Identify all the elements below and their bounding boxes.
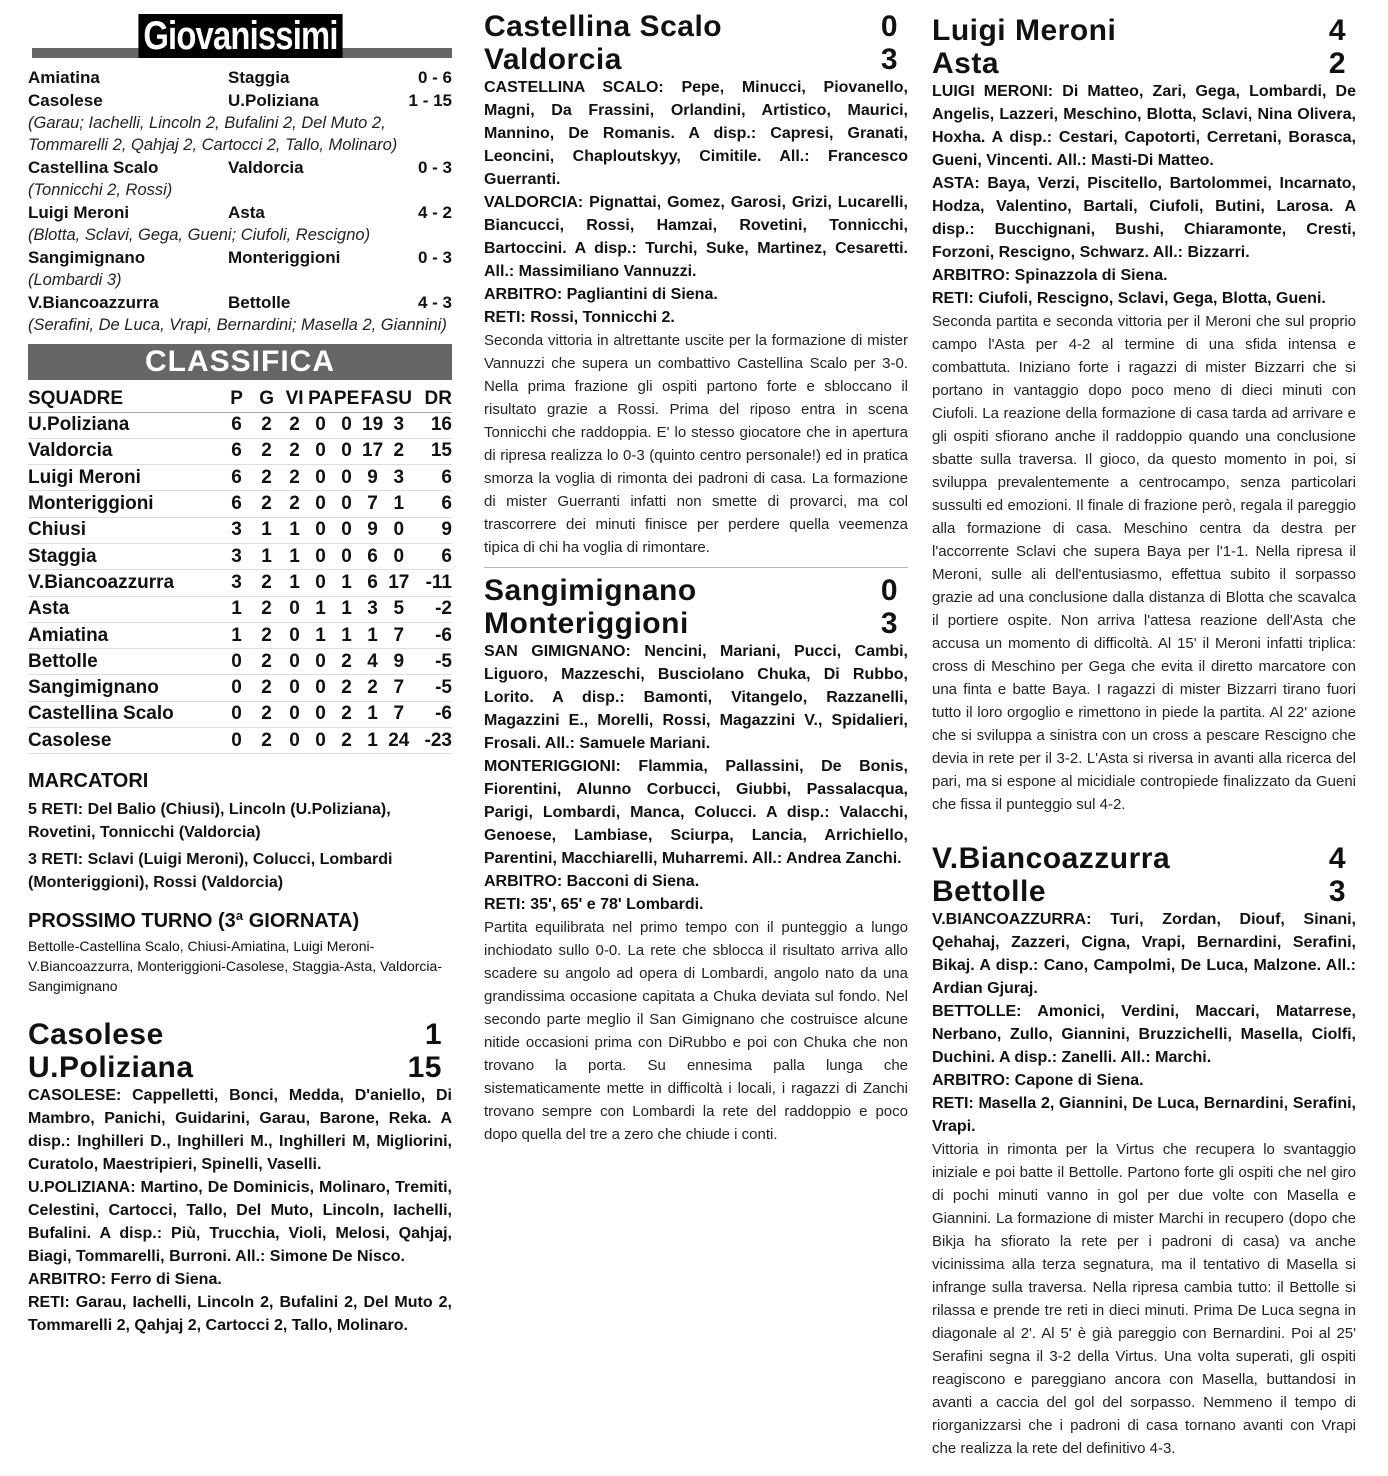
result-row — [28, 201, 452, 224]
result-row — [28, 156, 452, 179]
home-team: Amiatina — [28, 68, 100, 87]
referee: ARBITRO: Spinazzola di Siena. — [932, 267, 1168, 284]
match-report: Seconda vittoria in altrettante uscite per la formazione di mister Vannuzzi che supera un combattivo Castellina Scalo per 3-0. Nella prima frazione gli ospiti partono forte e sbloccano il risultato grazie a Rossi. Prima del riposo entra in scena Tonnicchi che raddoppia. E' lo stesso giocatore che in apertura di ripresa realizza lo 0-3 (quinto centro personale!) ed in pratica smorza la voglia di rimonta dei padroni di casa. La formazione di mister Guerranti infatti non smette di provarci, ma col trascorrere dei minuti finisce per perdere quella veemenza tipica di chi ha voglia di rimontare. — [484, 332, 908, 556]
home-score: 0 — [880, 574, 898, 607]
standings-row — [28, 412, 452, 438]
standings-cell: 1 — [308, 596, 334, 622]
standings-cell: 6 — [412, 491, 452, 517]
match-report: Vittoria in rimonta per la Virtus che recupera lo svantaggio iniziale e poi batte il Bettolle. Partono forte gli ospiti che nel giro di pochi minuti vanno in gol per due volte con Masella e Giannini. La formazione di mister Marchi in recupero (dopo che Bikja ha sfiorato la rete per i padroni di casa) va anche vicinissima alla terza segnatura, ma il tentativo di Masella si infrange sulla traversa. Nella ripresa cambia tutto: il Bettolle si rilassa e prende tre reti in dieci minuti. Prima De Luca segna in diagonale al 2'. Al 5' è già pareggio con Bernardini. Poi al 25' Serafini segna il 3-2 della Virtus. Una volta superati, gli ospiti reagiscono e pareggiano ancora con Masella, buttandosi in avanti a caccia del gol del sorpasso. Nemmeno il tempo di riorganizzarsi che i padroni di casa tornano avanti con Vrapi che realizza la rete del definitivo 4-3. — [932, 1141, 1356, 1457]
standings-cell: 0 — [282, 596, 308, 622]
goals: RETI: Garau, Iachelli, Lincoln 2, Bufalini 2, Del Muto 2, Tommarelli 2, Qahjaj 2, Cartocci 2, Tallo, Molinaro. — [28, 1294, 452, 1335]
referee: ARBITRO: Bacconi di Siena. — [484, 873, 700, 890]
team-name: V.Biancoazzurra — [28, 570, 222, 596]
score: 1 - 15 — [408, 91, 452, 110]
match-meroni — [932, 14, 1356, 816]
lineup-home: LUIGI MERONI: Di Matteo, Zari, Gega, Lombardi, De Angelis, Lazzeri, Meschino, Blotta, Sclavi, Nina Olivera, Hoxha. A disp.: Cestari, Capotorti, Cerretani, Borasca, Gueni, Vincenti. All.: Masti-Di Matteo. — [932, 83, 1356, 169]
standings-cell: 9 — [386, 649, 412, 675]
standings-cell: 3 — [360, 596, 386, 622]
standings-header-cell: SQUADRE — [28, 380, 222, 412]
standings-cell: 0 — [334, 543, 360, 569]
standings-cell: 0 — [282, 701, 308, 727]
standings-cell: 2 — [282, 465, 308, 491]
away-score: 3 — [880, 607, 898, 640]
standings-header-row — [28, 380, 452, 412]
standings-cell: 9 — [412, 517, 452, 543]
result-row — [28, 291, 452, 314]
away-team: U.Poliziana — [28, 1051, 194, 1085]
standings-cell: 3 — [222, 570, 252, 596]
match-castellina — [484, 10, 908, 559]
standings-cell: 6 — [360, 570, 386, 596]
standings-cell: 2 — [282, 438, 308, 464]
away-score: 3 — [1328, 875, 1346, 908]
standings-cell: 6 — [412, 465, 452, 491]
away-team: Asta — [932, 47, 1000, 80]
standings-row — [28, 675, 452, 701]
standings-cell: 1 — [252, 517, 282, 543]
match-home — [484, 10, 908, 43]
result-scorers: (Serafini, De Luca, Vrapi, Bernardini; Masella 2, Giannini) — [28, 316, 447, 334]
score: 4 - 3 — [417, 293, 452, 312]
standings-cell: 0 — [334, 412, 360, 438]
standings-cell: 0 — [308, 701, 334, 727]
standings-header-cell: P — [222, 380, 252, 412]
home-team: Sangimignano — [28, 248, 146, 267]
standings-cell: 0 — [334, 438, 360, 464]
standings-cell: 4 — [360, 649, 386, 675]
prossimo-turno-title: PROSSIMO TURNO (3ª GIORNATA) — [28, 910, 360, 933]
standings-header-cell: FA — [360, 380, 386, 412]
team-name: Bettolle — [28, 649, 222, 675]
standings-cell: 2 — [282, 412, 308, 438]
standings-cell: 2 — [334, 701, 360, 727]
standings-table — [28, 380, 452, 754]
standings-cell: 2 — [334, 728, 360, 754]
marcatori-title: MARCATORI — [28, 770, 149, 793]
goals: RETI: Masella 2, Giannini, De Luca, Bernardini, Serafini, Vrapi. — [932, 1095, 1356, 1135]
lineup-away: ASTA: Baya, Verzi, Piscitello, Bartolommei, Incarnato, Hodza, Valentino, Bartali, Ciufoli, Butini, Larosa. A disp.: Bucchignani, Bushi, Chiaramonte, Cresti, Forzoni, Rescigno, Schwarz. All.: Bizzarri. — [932, 175, 1356, 261]
standings-cell: 1 — [360, 728, 386, 754]
standings-cell: 2 — [252, 438, 282, 464]
classifica-title: CLASSIFICA — [28, 344, 452, 380]
standings-cell: 0 — [308, 570, 334, 596]
standings-row — [28, 649, 452, 675]
standings-cell: 0 — [308, 675, 334, 701]
match-report: Seconda partita e seconda vittoria per il Meroni che sul proprio campo l'Asta per 4-2 al termine di una sfida intensa e combattuta. Iniziano forte i ragazzi di mister Bizzarri che si portano in vantaggio dopo poco meno di dieci minuti con Ciufoli. La reazione della formazione di casa tarda ad arrivare e gli ospiti sfiorano anche il raddoppio quando una conclusione sbatte sulla traversa. Il gioco, da questo momento in poi, si sviluppa prevalentemente a centrocampo, senza particolari sussulti ed emozioni. Il finale di frazione però, regala il pareggio alla formazione di casa. Meschino centra da destra per l'accorrente Sclavi che supera Baya per l'1-1. Nella ripresa il Meroni, sulle ali dell'entusiasmo, effettua subito il sorpasso grazie ad una conclusione dalla distanza di Blotta che scavalca il portiere ospite. Non arriva l'attesa reazione dell'Asta che accusa un momento di difficoltà. Al 15' il Meroni infatti triplica: cross di Meschino per Gega che evita il diretto marcatore con una finta e batte Baya. I ragazzi di mister Bizzarri tirano fuori tutto il loro orgoglio e rimettono in piede la partita. Al 22' azione che si sviluppa a sinistra con un cross a pescare Rescigno che devia in rete per il 3-2. L'Asta si riversa in avanti alla ricerca del pari, ma si espone al micidiale contropiede finalizzato da Gueni che fissa il punteggio sul 4-2. — [932, 313, 1356, 813]
standings-cell: 7 — [386, 675, 412, 701]
standings-cell: 0 — [334, 517, 360, 543]
column-middle — [484, 0, 908, 1146]
standings-cell: 2 — [252, 649, 282, 675]
standings-cell: 0 — [222, 649, 252, 675]
standings-cell: 19 — [360, 412, 386, 438]
team-name: Monteriggioni — [28, 491, 222, 517]
standings-cell: 1 — [282, 570, 308, 596]
standings-cell: 6 — [360, 543, 386, 569]
home-score: 0 — [880, 10, 898, 43]
match-home — [484, 574, 908, 607]
standings-cell: -5 — [412, 649, 452, 675]
standings-cell: -6 — [412, 622, 452, 648]
standings-cell: -23 — [412, 728, 452, 754]
standings-cell: -2 — [412, 596, 452, 622]
standings-cell: 9 — [360, 517, 386, 543]
away-team: Asta — [228, 203, 265, 222]
standings-header-cell: G — [252, 380, 282, 412]
standings-cell: 0 — [308, 465, 334, 491]
standings-cell: 5 — [386, 596, 412, 622]
score: 0 - 3 — [417, 248, 452, 267]
standings-cell: 7 — [386, 622, 412, 648]
standings-cell: 7 — [360, 491, 386, 517]
standings-cell: -6 — [412, 701, 452, 727]
standings-header-cell: PE — [334, 380, 360, 412]
standings-cell: 17 — [386, 570, 412, 596]
home-score: 4 — [1328, 842, 1346, 875]
match-biancoazzurra — [932, 842, 1356, 1460]
standings-cell: 0 — [308, 728, 334, 754]
result-row — [28, 246, 452, 269]
marcatori-line: 3 RETI: Sclavi (Luigi Meroni), Colucci, Lombardi (Monteriggioni), Rossi (Valdorcia) — [28, 851, 393, 892]
away-team: Bettolle — [932, 875, 1047, 908]
match-sangimignano — [484, 574, 908, 1146]
away-team: Valdorcia — [228, 158, 304, 177]
home-team: Casolese — [28, 91, 103, 110]
standings-cell: -5 — [412, 675, 452, 701]
away-team: Monteriggioni — [228, 248, 341, 267]
standings-cell: 2 — [252, 701, 282, 727]
goals: RETI: Rossi, Tonnicchi 2. — [484, 309, 675, 326]
standings-header-cell: SU — [386, 380, 412, 412]
standings-cell: 1 — [308, 622, 334, 648]
away-score: 15 — [407, 1051, 442, 1085]
team-name: U.Poliziana — [28, 412, 222, 438]
standings-cell: 6 — [222, 438, 252, 464]
standings-cell: 6 — [222, 412, 252, 438]
standings-header-cell: DR — [412, 380, 452, 412]
result-scorers: (Garau; Iachelli, Lincoln 2, Bufalini 2, Del Muto 2, Tommarelli 2, Qahjaj 2, Cartocci 2, Tallo, Molinaro) — [28, 114, 398, 154]
away-score: 3 — [880, 43, 898, 76]
home-team: Castellina Scalo — [484, 10, 723, 43]
home-team: Casolese — [28, 1018, 164, 1052]
lineup-home: CASTELLINA SCALO: Pepe, Minucci, Piovanello, Magni, Da Frassini, Orlandini, Artistico, Maurici, Mannino, De Romanis. A disp.: Capresi, Granati, Leoncini, Chaploutskyy, Cimitile. All.: Francesco Guerranti. — [484, 79, 908, 188]
marcatori-line: 5 RETI: Del Balio (Chiusi), Lincoln (U.Poliziana), Rovetini, Tonnicchi (Valdorcia) — [28, 801, 391, 842]
standings-cell: 1 — [360, 701, 386, 727]
prossimo-turno-text: Bettolle-Castellina Scalo, Chiusi-Amiatina, Luigi Meroni-V.Biancoazzurra, Monteriggioni-Casolese, Staggia-Asta, Valdorcia-Sangimignano — [28, 938, 442, 995]
standings-row — [28, 622, 452, 648]
away-team: U.Poliziana — [228, 91, 319, 110]
team-name: Luigi Meroni — [28, 465, 222, 491]
score: 0 - 6 — [417, 68, 452, 87]
team-name: Casolese — [28, 728, 222, 754]
result-row — [28, 66, 452, 89]
referee: ARBITRO: Ferro di Siena. — [28, 1271, 222, 1289]
team-name: Amiatina — [28, 622, 222, 648]
standings-cell: 2 — [252, 491, 282, 517]
standings-cell: 1 — [334, 570, 360, 596]
standings-row — [28, 570, 452, 596]
standings-cell: 2 — [252, 622, 282, 648]
match-away — [484, 607, 908, 640]
standings-cell: 2 — [252, 728, 282, 754]
standings-cell: 0 — [282, 675, 308, 701]
match-away — [484, 43, 908, 76]
lineup-home: SAN GIMIGNANO: Nencini, Mariani, Pucci, Cambi, Liguoro, Mazzeschi, Busciolano Chuka, Di Rubbo, Lorito. A disp.: Bamonti, Vitangelo, Razzanelli, Magazzini E., Morelli, Rossi, Magazzini V., Spidalieri, Frosali. All.: Samuele Mariani. — [484, 643, 908, 752]
standings-row — [28, 728, 452, 754]
team-name: Valdorcia — [28, 438, 222, 464]
standings-row — [28, 465, 452, 491]
score: 0 - 3 — [417, 158, 452, 177]
result-scorers: (Lombardi 3) — [28, 271, 122, 289]
standings-cell: 0 — [386, 543, 412, 569]
match-casolese — [28, 1018, 452, 1337]
standings-cell: 2 — [282, 491, 308, 517]
goals: RETI: 35', 65' e 78' Lombardi. — [484, 896, 704, 913]
match-home — [932, 842, 1356, 875]
standings-cell: 24 — [386, 728, 412, 754]
standings-cell: 15 — [412, 438, 452, 464]
match-away — [932, 875, 1356, 908]
standings-cell: 3 — [386, 412, 412, 438]
standings-cell: 17 — [360, 438, 386, 464]
standings-cell: 0 — [282, 728, 308, 754]
home-score: 4 — [1328, 14, 1346, 47]
team-name: Staggia — [28, 543, 222, 569]
section-header — [28, 14, 452, 62]
column-left — [28, 0, 452, 1337]
standings-row — [28, 596, 452, 622]
team-name: Sangimignano — [28, 675, 222, 701]
away-team: Staggia — [228, 68, 290, 87]
match-away — [28, 1051, 452, 1084]
standings-cell: 0 — [282, 649, 308, 675]
away-score: 2 — [1328, 47, 1346, 80]
lineup-home: V.BIANCOAZZURRA: Turi, Zordan, Diouf, Sinani, Qehahaj, Zazzeri, Cigna, Vrapi, Bernardini, Serafini, Bikaj. A disp.: Cano, Campolmi, De Luca, Malzone. All.: Ardian Gjuraj. — [932, 911, 1356, 997]
standings-cell: 2 — [334, 675, 360, 701]
match-home — [932, 14, 1356, 47]
section-title: Giovanissimi — [138, 14, 342, 58]
standings-cell: 6 — [222, 465, 252, 491]
standings-cell: 0 — [222, 675, 252, 701]
standings-cell: 1 — [282, 543, 308, 569]
standings-cell: 2 — [252, 570, 282, 596]
standings-cell: 3 — [222, 543, 252, 569]
standings-cell: 0 — [308, 491, 334, 517]
lineup-home: CASOLESE: Cappelletti, Bonci, Medda, D'aniello, Di Mambro, Panichi, Guidarini, Garau, Barone, Reka. A disp.: Inghilleri D., Inghilleri M., Inghilleri M, Migliorini, Curatolo, Maestripieri, Spinelli, Vaselli. — [28, 1087, 452, 1174]
home-score: 1 — [424, 1018, 442, 1052]
standings-row — [28, 517, 452, 543]
home-team: Luigi Meroni — [932, 14, 1117, 47]
home-team: Luigi Meroni — [28, 203, 130, 222]
home-team: Sangimignano — [484, 574, 697, 607]
standings-cell: 0 — [386, 517, 412, 543]
lineup-away: U.POLIZIANA: Martino, De Dominicis, Molinaro, Tremiti, Celestini, Cartocci, Tallo, Del Muto, Lincoln, Iachelli, Bufalini. A disp.: Più, Trucchia, Violi, Melosi, Qahjaj, Biagi, Tommarelli, Burroni. All.: Simone De Nisco. — [28, 1179, 452, 1266]
match-home — [28, 1018, 452, 1051]
standings-cell: 0 — [334, 491, 360, 517]
team-name: Asta — [28, 596, 222, 622]
standings-cell: 9 — [360, 465, 386, 491]
standings-cell: 0 — [308, 517, 334, 543]
standings-cell: 2 — [360, 675, 386, 701]
standings-cell: 1 — [222, 622, 252, 648]
standings-cell: 0 — [308, 543, 334, 569]
standings-cell: 3 — [222, 517, 252, 543]
column-right — [932, 0, 1356, 1460]
standings-row — [28, 543, 452, 569]
referee: ARBITRO: Pagliantini di Siena. — [484, 286, 718, 303]
standings-cell: 1 — [360, 622, 386, 648]
standings-cell: 2 — [252, 675, 282, 701]
match-report: Partita equilibrata nel primo tempo con il punteggio a lungo inchiodato sullo 0-0. La rete che sblocca il risultato arriva allo scadere su angolo ad opera di Lombardi, angolo nato da una grandissima occasione capitata a Chuka deviata sul fondo. Nel secondo parte meglio il San Gimignano che costruisce alcune nitide occasioni prima con DiRubbo e poi con Chuka che non trovano la porta. Su ennesima palla lunga che sistematicamente mette in difficoltà i locali, i ragazzi di Zanchi trovano sempre con Lombardi la rete del raddoppio e poco dopo quella del tre a zero che chiude i conti. — [484, 919, 908, 1143]
standings-cell: 0 — [282, 622, 308, 648]
standings-cell: 1 — [386, 491, 412, 517]
results-list — [28, 66, 452, 336]
standings-cell: 1 — [334, 596, 360, 622]
standings-cell: -11 — [412, 570, 452, 596]
standings-cell: 2 — [334, 649, 360, 675]
standings-cell: 16 — [412, 412, 452, 438]
standings-cell: 0 — [334, 465, 360, 491]
match-away — [932, 47, 1356, 80]
standings-cell: 1 — [252, 543, 282, 569]
away-team: Monteriggioni — [484, 607, 689, 640]
score: 4 - 2 — [417, 203, 452, 222]
standings-cell: 1 — [282, 517, 308, 543]
result-row — [28, 89, 452, 112]
standings-cell: 0 — [308, 438, 334, 464]
lineup-away: MONTERIGGIONI: Flammia, Pallassini, De Bonis, Fiorentini, Alunno Corbucci, Giubbi, Passalacqua, Parigi, Lombardi, Manca, Colucci. A disp.: Valacchi, Genoese, Lambiase, Sciurpa, Lancia, Arrichiello, Parentini, Macchiarelli, Muharremi. All.: Andrea Zanchi. — [484, 758, 908, 867]
divider — [484, 567, 908, 568]
standings-cell: 3 — [386, 465, 412, 491]
standings-row — [28, 491, 452, 517]
standings-header-cell: PA — [308, 380, 334, 412]
result-scorers: (Blotta, Sclavi, Gega, Gueni; Ciufoli, Rescigno) — [28, 226, 371, 244]
standings-cell: 6 — [412, 543, 452, 569]
standings-cell: 0 — [308, 649, 334, 675]
standings-cell: 1 — [334, 622, 360, 648]
standings-cell: 0 — [308, 412, 334, 438]
home-team: V.Biancoazzurra — [932, 842, 1171, 875]
result-scorers: (Tonnicchi 2, Rossi) — [28, 181, 173, 199]
standings-cell: 2 — [252, 465, 282, 491]
standings-cell: 1 — [222, 596, 252, 622]
standings-cell: 2 — [252, 596, 282, 622]
standings-cell: 7 — [386, 701, 412, 727]
standings-cell: 2 — [386, 438, 412, 464]
referee: ARBITRO: Capone di Siena. — [932, 1072, 1144, 1089]
team-name: Chiusi — [28, 517, 222, 543]
standings-cell: 0 — [222, 728, 252, 754]
standings-row — [28, 701, 452, 727]
lineup-away: BETTOLLE: Amonici, Verdini, Maccari, Matarrese, Nerbano, Zullo, Giannini, Bruzzichelli, Masella, Ciolfi, Duchini. A disp.: Zanelli. All.: Marchi. — [932, 1003, 1356, 1066]
team-name: Castellina Scalo — [28, 701, 222, 727]
standings-row — [28, 438, 452, 464]
standings-cell: 6 — [222, 491, 252, 517]
away-team: Valdorcia — [484, 43, 622, 76]
home-team: Castellina Scalo — [28, 158, 159, 177]
standings-header-cell: VI — [282, 380, 308, 412]
standings-cell: 2 — [252, 412, 282, 438]
lineup-away: VALDORCIA: Pignattai, Gomez, Garosi, Grizi, Lucarelli, Biancucci, Rossi, Hamzai, Rovetini, Tonnicchi, Bartoccini. A disp.: Turchi, Suke, Martinez, Cesaretti. All.: Massimiliano Vannuzzi. — [484, 194, 908, 280]
away-team: Bettolle — [228, 293, 291, 312]
standings-cell: 0 — [222, 701, 252, 727]
goals: RETI: Ciufoli, Rescigno, Sclavi, Gega, Blotta, Gueni. — [932, 290, 1326, 307]
home-team: V.Biancoazzurra — [28, 293, 159, 312]
